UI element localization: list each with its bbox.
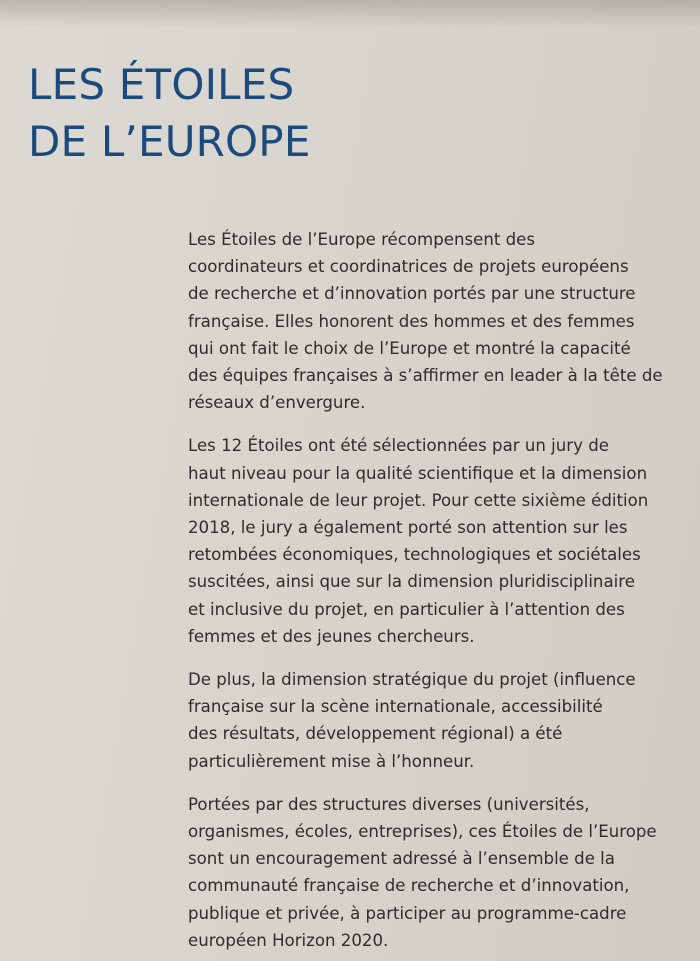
- text-line: suscitées, ainsi que sur la dimension pluridisciplinaire: [188, 572, 635, 592]
- page-title: [28, 56, 311, 170]
- text-line: organismes, écoles, entreprises), ces Étoiles de l’Europe: [188, 822, 657, 842]
- text-line: 2018, le jury a également porté son attention sur les: [188, 518, 628, 538]
- text-line: qui ont fait le choix de l’Europe et montré la capacité: [188, 338, 631, 358]
- text-line: et inclusive du projet, en particulier à l’attention des: [188, 599, 625, 619]
- paragraph-1: [188, 226, 688, 416]
- text-line: des équipes françaises à s’affirmer en leader à la tête de: [188, 366, 663, 386]
- text-line: particulièrement mise à l’honneur.: [188, 751, 475, 771]
- title-line: LES ÉTOILES: [28, 60, 295, 109]
- body-text: [188, 226, 688, 961]
- paragraph-4: [188, 791, 688, 954]
- text-line: Portées par des structures diverses (universités,: [188, 794, 590, 814]
- paragraph-2: [188, 432, 688, 650]
- text-line: femmes et des jeunes chercheurs.: [188, 626, 475, 646]
- text-line: Les 12 Étoiles ont été sélectionnées par un jury de: [188, 436, 609, 456]
- title-line: DE L’EUROPE: [28, 117, 311, 166]
- text-line: Les Étoiles de l’Europe récompensent des: [188, 230, 536, 249]
- text-line: française sur la scène internationale, accessibilité: [188, 697, 603, 717]
- text-line: communauté française de recherche et d’innovation,: [188, 876, 630, 896]
- text-line: publique et privée, à participer au programme-cadre: [188, 903, 627, 923]
- text-line: française. Elles honorent des hommes et des femmes: [188, 311, 635, 331]
- text-line: sont un encouragement adressé à l’ensemble de la: [188, 849, 615, 869]
- text-line: coordinateurs et coordinatrices de projets européens: [188, 257, 629, 277]
- top-edge-shadow: [0, 0, 700, 28]
- text-line: haut niveau pour la qualité scientifique et la dimension: [188, 463, 648, 483]
- text-line: retombées économiques, technologiques et sociétales: [188, 545, 641, 565]
- paragraph-3: [188, 666, 688, 775]
- text-line: des résultats, développement régional) a été: [188, 724, 563, 744]
- text-line: réseaux d’envergure.: [188, 393, 366, 413]
- text-line: européen Horizon 2020.: [188, 930, 389, 950]
- text-line: De plus, la dimension stratégique du projet (influence: [188, 670, 636, 690]
- text-line: internationale de leur projet. Pour cette sixième édition: [188, 490, 649, 510]
- text-line: de recherche et d’innovation portés par une structure: [188, 284, 636, 304]
